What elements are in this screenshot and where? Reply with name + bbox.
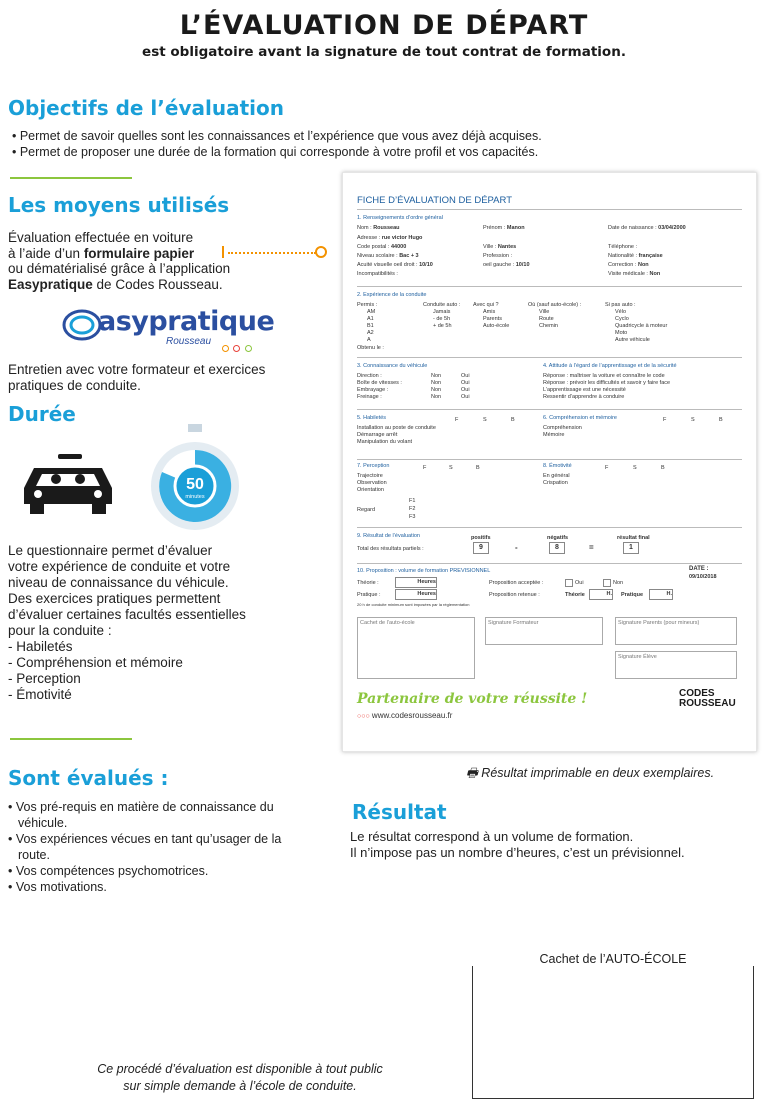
separator [10, 738, 132, 740]
form-sig-formateur-box: Signature Formateur [485, 617, 603, 645]
form-option: Réponse : prévoir les difficultés et savoir y faire face [543, 380, 671, 386]
form-value: Rousseau [373, 225, 400, 231]
form-field [608, 225, 686, 231]
connector-tick [222, 246, 224, 258]
connector-line [228, 252, 316, 254]
footer-line: Ce procédé d’évaluation est disponible à tout public [97, 1062, 383, 1076]
form-option: Réponse : maîtriser la voiture et connaître le code [543, 373, 665, 379]
form-option: Non [431, 387, 442, 393]
form-option: AM [367, 309, 376, 315]
form-box: H. [589, 589, 613, 600]
form-value: Nantes [497, 244, 517, 250]
car-icon [18, 454, 118, 514]
evalues-item: • Vos compétences psychomotrices. [8, 864, 209, 878]
form-field [357, 225, 400, 231]
form-sig-parents-box: Signature Parents (pour mineurs) [615, 617, 737, 645]
form-option: Oui [461, 373, 470, 379]
timer-value: 50 [186, 476, 204, 493]
form-list [543, 473, 570, 487]
form-col-b: B [476, 465, 480, 471]
form-site [357, 711, 452, 720]
logo-wordmark: asypratique [98, 306, 275, 337]
form-theorie-box: Heures [395, 577, 437, 588]
form-divider [357, 563, 742, 564]
form-label: Nom : [357, 225, 372, 231]
form-option: F1 [409, 498, 416, 504]
form-option: Embrayage : [357, 387, 389, 393]
form-divider [357, 459, 742, 460]
separator [10, 177, 132, 179]
entretien-text: Entretien avec votre formateur et exercices pratiques de conduite. [8, 362, 266, 393]
form-label: Code postal : [357, 244, 390, 250]
resultat-line: Le résultat correspond à un volume de formation. [350, 829, 634, 844]
form-option: Regard [357, 507, 376, 513]
form-label: négatifs [547, 535, 569, 541]
page-subtitle: est obligatoire avant la signature de tout contrat de formation. [142, 44, 626, 60]
form-field: Incompatibilités : [357, 271, 398, 277]
form-field [357, 262, 433, 268]
form-checkbox [565, 579, 573, 587]
form-option: - de 5h [433, 316, 451, 322]
form-label: Avec qui ? [473, 302, 499, 308]
form-field [608, 262, 649, 268]
form-option: A [367, 337, 371, 343]
form-col-s: S [633, 465, 637, 471]
form-list [357, 425, 436, 446]
duree-line: votre expérience de conduite et votre [8, 559, 231, 574]
form-divider [357, 357, 742, 358]
form-field [357, 253, 419, 259]
form-label: Visite médicale : [608, 271, 648, 277]
footer-text [40, 1061, 440, 1095]
form-label: Si pas auto : [605, 302, 636, 308]
form-value: 10/10 [419, 262, 433, 268]
form-title: FICHE D’ÉVALUATION DE DÉPART [357, 195, 513, 206]
moyens-line [8, 277, 338, 293]
form-divider [357, 409, 742, 410]
evalues-list [8, 799, 308, 895]
evalues-item: • Vos motivations. [8, 880, 107, 894]
form-value: Non [649, 271, 661, 277]
form-label: Ville : [483, 244, 497, 250]
objectifs-item: • Permet de savoir quelles sont les connaissances et l’expérience que vous avez déjà acquises. [12, 129, 542, 143]
form-value: 03/04/2000 [658, 225, 686, 231]
form-option: Oui [461, 394, 470, 400]
form-section-4: 4. Attitude à l’égard de l’apprentissage et de la sécurité [543, 363, 677, 369]
form-col-b: B [511, 417, 515, 423]
duree-line: Le questionnaire permet d’évaluer [8, 543, 213, 558]
form-option: Jamais [433, 309, 451, 315]
objectifs-item: • Permet de proposer une durée de la formation qui corresponde à votre profil et vos capacités. [12, 145, 539, 159]
form-label: Prénom : [483, 225, 506, 231]
form-option: Auto-école [483, 323, 510, 329]
form-label: Où (sauf auto-école) : [528, 302, 582, 308]
evalues-heading: Sont évalués : [8, 766, 169, 790]
logo-sub: Rousseau [166, 336, 212, 347]
form-divider [357, 286, 742, 287]
footer-line: sur simple demande à l’école de conduite. [123, 1079, 357, 1093]
form-option: Non [431, 373, 442, 379]
form-label: résultat final [617, 535, 650, 541]
form-section-10: 10. Proposition : volume de formation PREVISIONNEL [357, 568, 491, 574]
form-col-s: S [483, 417, 487, 423]
form-negatifs-box: 8 [549, 542, 565, 554]
form-field [608, 244, 637, 250]
form-list [539, 309, 558, 330]
form-option: Freinage : [357, 394, 382, 400]
form-site-text: www.codesrousseau.fr [371, 711, 453, 720]
form-option: Orientation [357, 487, 384, 493]
form-section-2: 2. Expérience de la conduite [357, 292, 427, 298]
form-option: Vélo [615, 309, 627, 315]
form-value: 10/10 [515, 262, 530, 268]
form-divider [357, 209, 742, 210]
form-col-f: F [455, 417, 459, 423]
form-label: Pratique [621, 592, 644, 598]
form-label: Proposition retenue : [489, 592, 540, 598]
form-field [357, 244, 406, 250]
duree-line: d’évaluer certaines facultés essentielles [8, 607, 246, 622]
duree-text [8, 543, 328, 703]
form-list [483, 309, 509, 330]
form-option: F3 [409, 514, 416, 520]
form-option: B1 [367, 323, 374, 329]
form-col-s: S [691, 417, 695, 423]
form-option: Quadricycle à moteur [615, 323, 668, 329]
page-title: L’ÉVALUATION DE DÉPART [179, 10, 589, 41]
form-field [608, 271, 660, 277]
form-list [543, 373, 670, 401]
form-label: Nationalité : [608, 253, 638, 259]
duree-line: - Perception [8, 671, 81, 686]
form-date-label: DATE : [689, 566, 709, 572]
form-col-f: F [423, 465, 427, 471]
site-dots-icon: ○○○ [357, 713, 370, 720]
form-option: Oui [461, 387, 470, 393]
form-label: Obtenu le : [357, 345, 384, 351]
form-value: Non [637, 262, 649, 268]
duree-line: pour la conduite : [8, 623, 112, 638]
objectifs-list [12, 128, 752, 160]
form-option: Observation [357, 480, 387, 486]
form-label: Permis : [357, 302, 378, 308]
form-date: 09/10/2018 [689, 574, 717, 580]
form-label: Correction : [608, 262, 637, 268]
form-option: Moto [615, 330, 628, 336]
form-pratique-box: Heures [395, 589, 437, 600]
evalues-item: • Vos pré-requis en matière de connaissance du véhicule. [8, 800, 274, 830]
form-option: Route [539, 316, 554, 322]
form-option: Non [613, 580, 624, 586]
form-label: Conduite auto : [423, 302, 461, 308]
form-label: Théorie : [357, 580, 379, 586]
print-note-text: Résultat imprimable en deux exemplaires. [481, 766, 715, 780]
form-option: Ville [539, 309, 550, 315]
moyens-line-part: à l’aide d’un [8, 245, 84, 261]
form-list [409, 497, 415, 521]
form-field [483, 225, 525, 231]
form-section-3: 3. Connaissance du véhicule [357, 363, 428, 369]
form-note: 20 h de conduite minimum sont imposées par la réglementation [357, 602, 470, 607]
form-value: française [638, 253, 663, 259]
moyens-line: Évaluation effectuée en voiture [8, 230, 194, 245]
form-list [543, 425, 582, 439]
printer-icon: 🖶 [466, 766, 478, 780]
form-option: Oui [575, 580, 584, 586]
print-note [466, 764, 714, 785]
form-field [357, 235, 422, 241]
form-option: + de 5h [433, 323, 452, 329]
form-option: A1 [367, 316, 374, 322]
form-value: 44000 [390, 244, 407, 250]
form-field [483, 253, 512, 259]
form-value: Bac + 3 [399, 253, 419, 259]
form-label: Total des résultats partiels : [357, 546, 424, 552]
form-label: Niveau scolaire : [357, 253, 398, 259]
form-option: Compréhension [543, 425, 582, 431]
form-partenaire-slogan: Partenaire de votre réussite ! [357, 691, 588, 707]
form-option: Cyclo [615, 316, 629, 322]
moyens-text [8, 230, 338, 292]
timer-icon [150, 424, 240, 534]
moyens-line-part: de Codes Rousseau. [92, 276, 223, 292]
form-label: Téléphone : [608, 244, 638, 250]
form-checkbox [603, 579, 611, 587]
form-section-5: 5. Habiletés [357, 415, 387, 421]
form-col-b: B [719, 417, 723, 423]
form-option: Autre véhicule [615, 337, 650, 343]
form-list [367, 309, 375, 344]
form-section-8: 8. Émotivité [543, 463, 572, 469]
objectifs-heading: Objectifs de l’évaluation [8, 96, 284, 120]
form-label: Date de naissance : [608, 225, 657, 231]
form-list [431, 373, 441, 401]
form-section-7: 7. Perception [357, 463, 390, 469]
form-option: Non [431, 380, 442, 386]
duree-heading: Durée [8, 402, 76, 426]
duree-line: - Compréhension et mémoire [8, 655, 183, 670]
form-option: Trajectoire [357, 473, 383, 479]
form-option: Manipulation du volant [357, 439, 413, 445]
logo-line: ROUSSEAU [679, 698, 736, 709]
form-equals: = [589, 543, 594, 552]
codes-rousseau-logo [679, 689, 736, 709]
form-option: Non [431, 394, 442, 400]
form-field [483, 244, 516, 250]
form-option: En général [543, 473, 570, 479]
easypratique-logo [62, 306, 275, 350]
form-list [461, 373, 470, 401]
form-label: Adresse : [357, 235, 381, 241]
form-value: rue victor Hugo [381, 235, 423, 241]
form-label: Acuité visuelle oeil droit : [357, 262, 418, 268]
form-option: A2 [367, 330, 374, 336]
form-box: H. [649, 589, 673, 600]
easypratique-label: Easypratique [8, 276, 93, 292]
form-option: Direction : [357, 373, 382, 379]
form-option: Amis [483, 309, 496, 315]
duree-line: - Émotivité [8, 687, 72, 702]
form-option: Démarrage arrêt [357, 432, 398, 438]
form-option: Oui [461, 380, 470, 386]
form-col-f: F [663, 417, 667, 423]
form-option: Chemin [539, 323, 558, 329]
form-positifs-box: 9 [473, 542, 489, 554]
form-label: Pratique : [357, 592, 381, 598]
form-minus: - [515, 543, 518, 552]
form-list [357, 473, 387, 494]
form-section-6: 6. Compréhension et mémoire [543, 415, 617, 421]
resultat-line: Il n’impose pas un nombre d’heures, c’est un prévisionnel. [350, 845, 685, 860]
form-col-f: F [605, 465, 609, 471]
connector-dot-icon [315, 246, 327, 258]
form-col-b: B [661, 465, 665, 471]
form-label: positifs [471, 535, 491, 541]
form-field [608, 253, 663, 259]
form-cachet-box: Cachet de l’auto-école [357, 617, 475, 679]
formulaire-papier-label: formulaire papier [83, 245, 195, 261]
form-label: Profession : [483, 253, 513, 259]
form-option: L’apprentissage est une nécessité [543, 387, 626, 393]
timer-unit: minutes [185, 494, 205, 500]
form-list [615, 309, 667, 344]
logo-dots-icon [222, 339, 252, 357]
form-list [433, 309, 452, 330]
form-label: oeil gauche : [483, 262, 515, 268]
form-option: F2 [409, 506, 416, 512]
moyens-line: ou dématérialisé grâce à l’application [8, 261, 231, 276]
resultat-text [350, 829, 760, 861]
duree-line: niveau de connaissance du véhicule. [8, 575, 229, 590]
form-list [357, 373, 402, 401]
form-label: Théorie [565, 592, 585, 598]
form-section-9: 9. Résultat de l’évaluation [357, 533, 420, 539]
form-label: Proposition acceptée : [489, 580, 544, 586]
duree-line: Des exercices pratiques permettent [8, 591, 221, 606]
evaluation-form-image [342, 172, 757, 752]
form-field [483, 262, 530, 268]
form-sig-eleve-box: Signature Élève [615, 651, 737, 679]
form-option: Crispation [543, 480, 568, 486]
form-final-box: 1 [623, 542, 639, 554]
form-col-s: S [449, 465, 453, 471]
duree-line: - Habiletés [8, 639, 73, 654]
form-option: Ressentir d’apprendre à conduire [543, 394, 625, 400]
form-option: Boîte de vitesses : [357, 380, 402, 386]
moyens-heading: Les moyens utilisés [8, 193, 230, 217]
evalues-item: • Vos expériences vécues en tant qu’usager de la route. [8, 832, 282, 862]
form-option: Installation au poste de conduite [357, 425, 436, 431]
form-option: Parents [483, 316, 502, 322]
logo-line: CODES [679, 688, 715, 699]
form-section-1: 1. Renseignements d’ordre général [357, 215, 443, 221]
cachet-label: Cachet de l’AUTO-ÉCOLE [472, 952, 754, 966]
form-option: Mémoire [543, 432, 565, 438]
form-value: Manon [506, 225, 525, 231]
cachet-box [472, 962, 754, 1099]
form-divider [357, 527, 742, 528]
resultat-heading: Résultat [352, 800, 447, 824]
